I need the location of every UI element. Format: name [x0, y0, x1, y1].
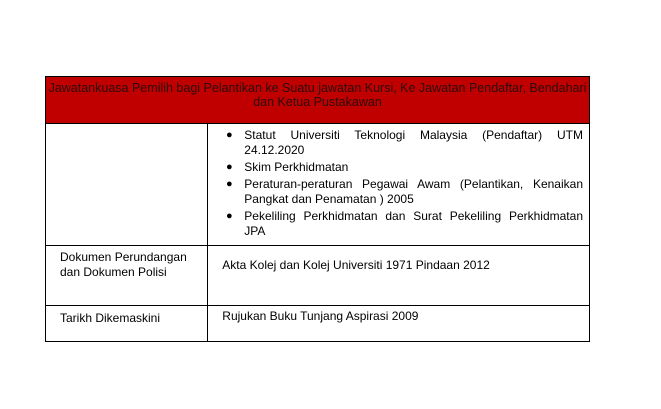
table-row-dokumen: [46, 246, 590, 306]
dokumen-label: Dokumen Perundangan dan Dokumen Polisi: [46, 246, 208, 306]
tarikh-value: Rujukan Buku Tunjang Aspirasi 2009: [208, 306, 590, 342]
table-row-rujukan: [46, 124, 590, 246]
bullet-icon: ●: [225, 178, 233, 190]
tarikh-label: Tarikh Dikemaskini: [46, 306, 208, 342]
dokumen-value: Akta Kolej dan Kolej Universiti 1971 Pindaan 2012: [208, 246, 590, 306]
rujukan-label-cell: [46, 124, 208, 246]
table-header-row: [46, 77, 590, 124]
table-row-tarikh: [46, 306, 590, 342]
list-item: [222, 177, 583, 207]
table-header-title: Jawatankuasa Pemilih bagi Pelantikan ke Suatu jawatan Kursi, Ke Jawatan Pendaftar, Bendahari dan Ketua Pustakawan: [46, 77, 590, 124]
list-item: [222, 209, 583, 239]
list-item-text: Peraturan-peraturan Pegawai Awam (Pelantikan, Kenaikan Pangkat dan Penamatan ) 2005: [244, 177, 583, 206]
list-item: [222, 160, 583, 175]
bullet-icon: ●: [225, 129, 233, 141]
rujukan-value-cell: [208, 124, 590, 246]
list-item-text: Pekeliling Perkhidmatan dan Surat Pekeliling Perkhidmatan JPA: [244, 209, 583, 238]
list-item-text: Skim Perkhidmatan: [244, 160, 349, 174]
rujukan-bullet-list: [222, 128, 583, 239]
list-item-text: Statut Universiti Teknologi Malaysia (Pendaftar) UTM 24.12.2020: [244, 128, 583, 157]
bullet-icon: ●: [225, 210, 233, 222]
document-table: [45, 76, 590, 342]
bullet-icon: ●: [225, 161, 233, 173]
list-item: [222, 128, 583, 158]
